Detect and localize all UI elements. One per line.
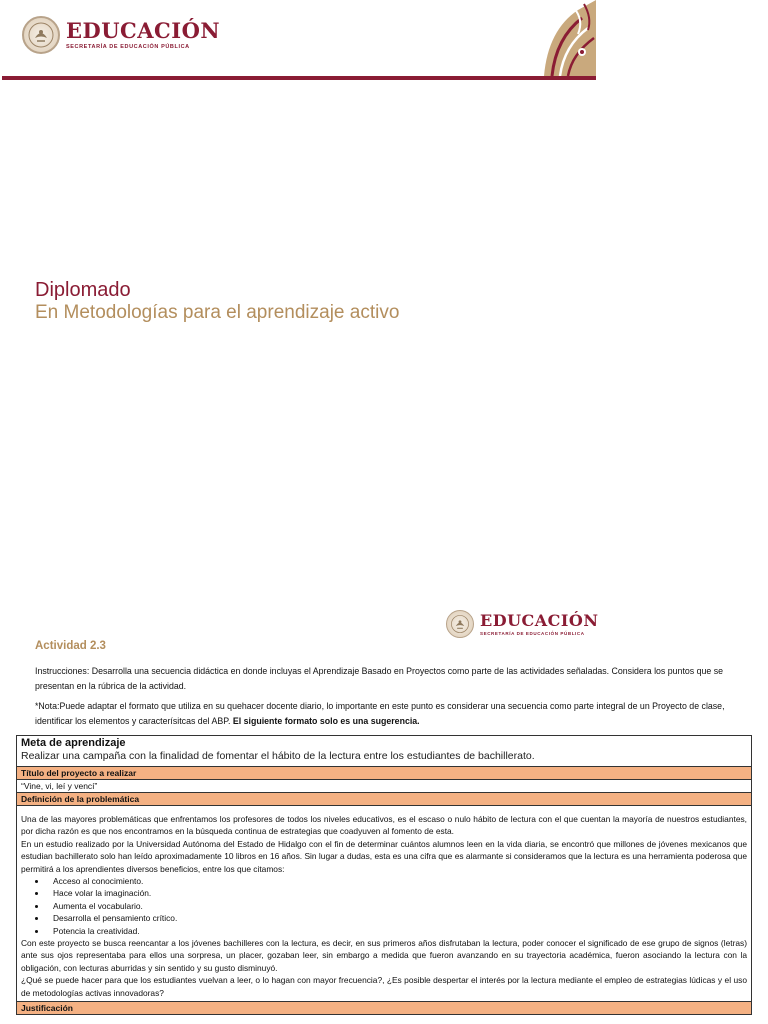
seal-icon: [22, 16, 60, 54]
instructions-text: Instrucciones: Desarrolla una secuencia didáctica en donde incluyas el Aprendizaje Basado en Proyectos como parte de las actividades señaladas. Considera los puntos que se presentan en la rúbrica de la actividad.: [35, 666, 724, 691]
brand-subtitle: SECRETARÍA DE EDUCACIÓN PÚBLICA: [480, 631, 585, 636]
brand-subtitle: SECRETARÍA DE EDUCACIÓN PÚBLICA: [66, 44, 190, 50]
definicion-paragraph: Con este proyecto se busca reencantar a los jóvenes bachilleres con la lectura, es decir, en sus primeros años disfrutaban la lectura, poder conocer el significado de ese grupo de signos (letras) ante sus ojos representaba para ellos una sorpresa, un placer, gozaban leer, sin embargo a medida que fueron avanzando en su trayectoria académica, fueron asociando la lectura con la obligación, con lecturas aburridas y sin sentido y su gusto disminuyó.: [21, 938, 747, 973]
definicion-paragraph: En un estudio realizado por la Universidad Autónoma del Estado de Hidalgo con el fin de determinar cuántos alumnos leen en la vida diaria, se encontró que millones de jóvenes mexicanos que estudian bachillerato solo han leído aproximadamente 10 libros en 16 años. Sin lugar a dudas, esta es una cifra que es alarmante si consideramos que la lectura es una herramienta poderosa que permitirá a los aprendientes diversos beneficios, entre los que citamos:: [21, 838, 747, 874]
list-item: • Potencia la creatividad.: [47, 925, 747, 937]
list-item: • Acceso al conocimiento.: [47, 875, 747, 887]
definicion-paragraph: ¿Qué se puede hacer para que los estudiantes vuelvan a leer, o lo hagan con mayor frecuencia?, ¿Es posible despertar el interés por la lectura mediante el empleo de estrategias lúdicas y el uso de metodologías activas innovadoras?: [21, 975, 747, 998]
seal-icon: [446, 610, 474, 638]
header-divider: [2, 76, 596, 80]
diplomado-title: Diplomado: [35, 279, 131, 301]
benefits-list: [21, 875, 747, 937]
list-item: • Desarrolla el pensamiento crítico.: [47, 912, 747, 924]
note-body: *Nota:Puede adaptar el formato que utiliza en su quehacer docente diario, lo importante en este punto es considerar una secuencia como parte integral de un Proyecto de clase, identificar los elementos y caracterísitcas del ABP.: [35, 701, 725, 726]
brand-name: EDUCACIÓN: [480, 611, 599, 630]
project-table: [16, 735, 752, 1015]
definicion-cell: [17, 806, 752, 1002]
diplomado-subtitle: En Metodologías para el aprendizaje activo: [35, 302, 400, 323]
sep-logo-secondary: [446, 610, 598, 638]
definicion-label: Definición de la problemática: [17, 793, 752, 806]
note-bold: El siguiente formato solo es una sugerencia.: [232, 716, 420, 726]
justificacion-label: Justificación: [17, 1002, 752, 1015]
titulo-label: Título del proyecto a realizar: [17, 767, 752, 780]
meta-cell: [17, 736, 752, 767]
list-item: • Hace volar la imaginación.: [47, 887, 747, 899]
titulo-value: “Vine, vi, leí y vencí”: [17, 780, 752, 793]
decorative-pattern-icon: [538, 0, 596, 76]
brand-name: EDUCACIÓN: [66, 18, 221, 43]
meta-value: Realizar una campaña con la finalidad de fomentar el hábito de la lectura entre los estudiantes de bachillerato.: [21, 750, 535, 762]
sep-logo: [22, 16, 220, 54]
meta-label: Meta de aprendizaje: [21, 737, 126, 749]
note-text: [35, 699, 725, 729]
definicion-paragraph: Una de las mayores problemáticas que enfrentamos los profesores de todos los niveles educativos, es el escaso o nulo hábito de lectura con el que cuentan la mayoría de nuestros estudiantes, por dicha razón es que nos encontramos en la búsqueda continua de estrategias que coadyuven al fomento de esta.: [21, 814, 747, 837]
page-header: [0, 0, 596, 82]
activity-title: Actividad 2.3: [35, 640, 106, 652]
list-item: • Aumenta el vocabulario.: [47, 900, 747, 912]
